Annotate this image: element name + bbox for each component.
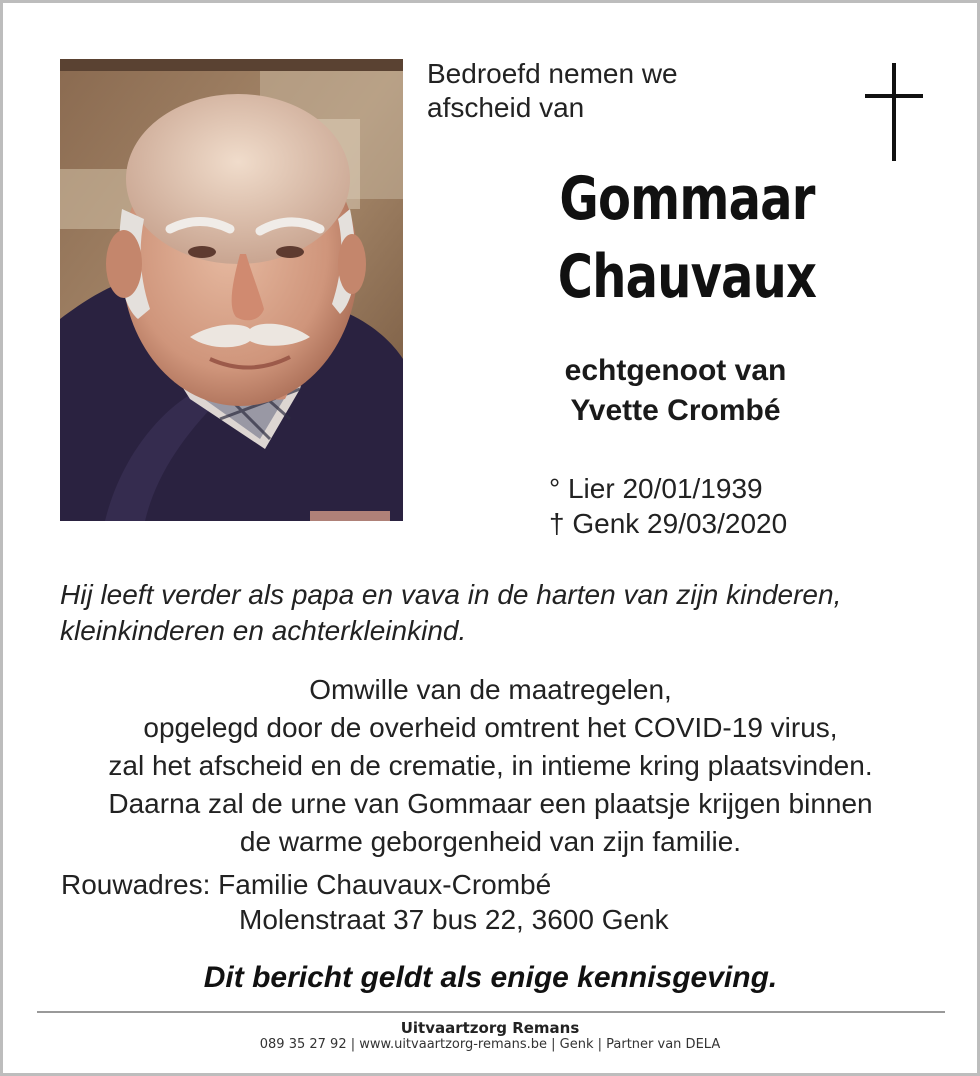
life-dates (549, 471, 787, 541)
birth-date: ° Lier 20/01/1939 (549, 473, 763, 504)
funeral-home-contact: 089 35 27 92 | www.uitvaartzorg-remans.be | Genk | Partner van DELA (259, 1037, 721, 1052)
deceased-last-name: Chauvaux (557, 242, 817, 312)
notice-line: Omwille van de maatregelen, (309, 674, 672, 705)
cross-icon (865, 63, 923, 161)
intro-line-2: afscheid van (427, 92, 585, 123)
notice-line: Daarna zal de urne van Gommaar een plaatsje krijgen binnen (108, 788, 873, 819)
quote-line-2: kleinkinderen en achterkleinkind. (60, 615, 467, 646)
mourning-address-street: Molenstraat 37 bus 22, 3600 Genk (239, 904, 669, 935)
notice-line: opgelegd door de overheid omtrent het COVID-19 virus, (143, 712, 838, 743)
intro-text (427, 57, 678, 125)
intro-line-1: Bedroefd nemen we (427, 58, 678, 89)
spouse-name: Yvette Crombé (570, 394, 781, 427)
notice-line: de warme geborgenheid van zijn familie. (239, 826, 742, 857)
portrait-photo (60, 59, 403, 521)
footer-divider (37, 1011, 945, 1013)
spouse-relation: echtgenoot van (564, 354, 787, 387)
funeral-home-name: Uitvaartzorg Remans (400, 1019, 580, 1037)
deceased-first-name: Gommaar (559, 164, 815, 234)
notice-line: zal het afscheid en de crematie, in intieme kring plaatsvinden. (108, 750, 873, 781)
quote-line-1: Hij leeft verder als papa en vava in de harten van zijn kinderen, (60, 579, 842, 610)
memorial-quote (60, 577, 960, 649)
death-date: † Genk 29/03/2020 (549, 508, 788, 539)
closing-statement: Dit bericht geldt als enige kennisgeving. (203, 961, 778, 994)
covid-notice (33, 671, 948, 861)
mourning-address-label: Rouwadres: Familie Chauvaux-Crombé (61, 869, 552, 900)
